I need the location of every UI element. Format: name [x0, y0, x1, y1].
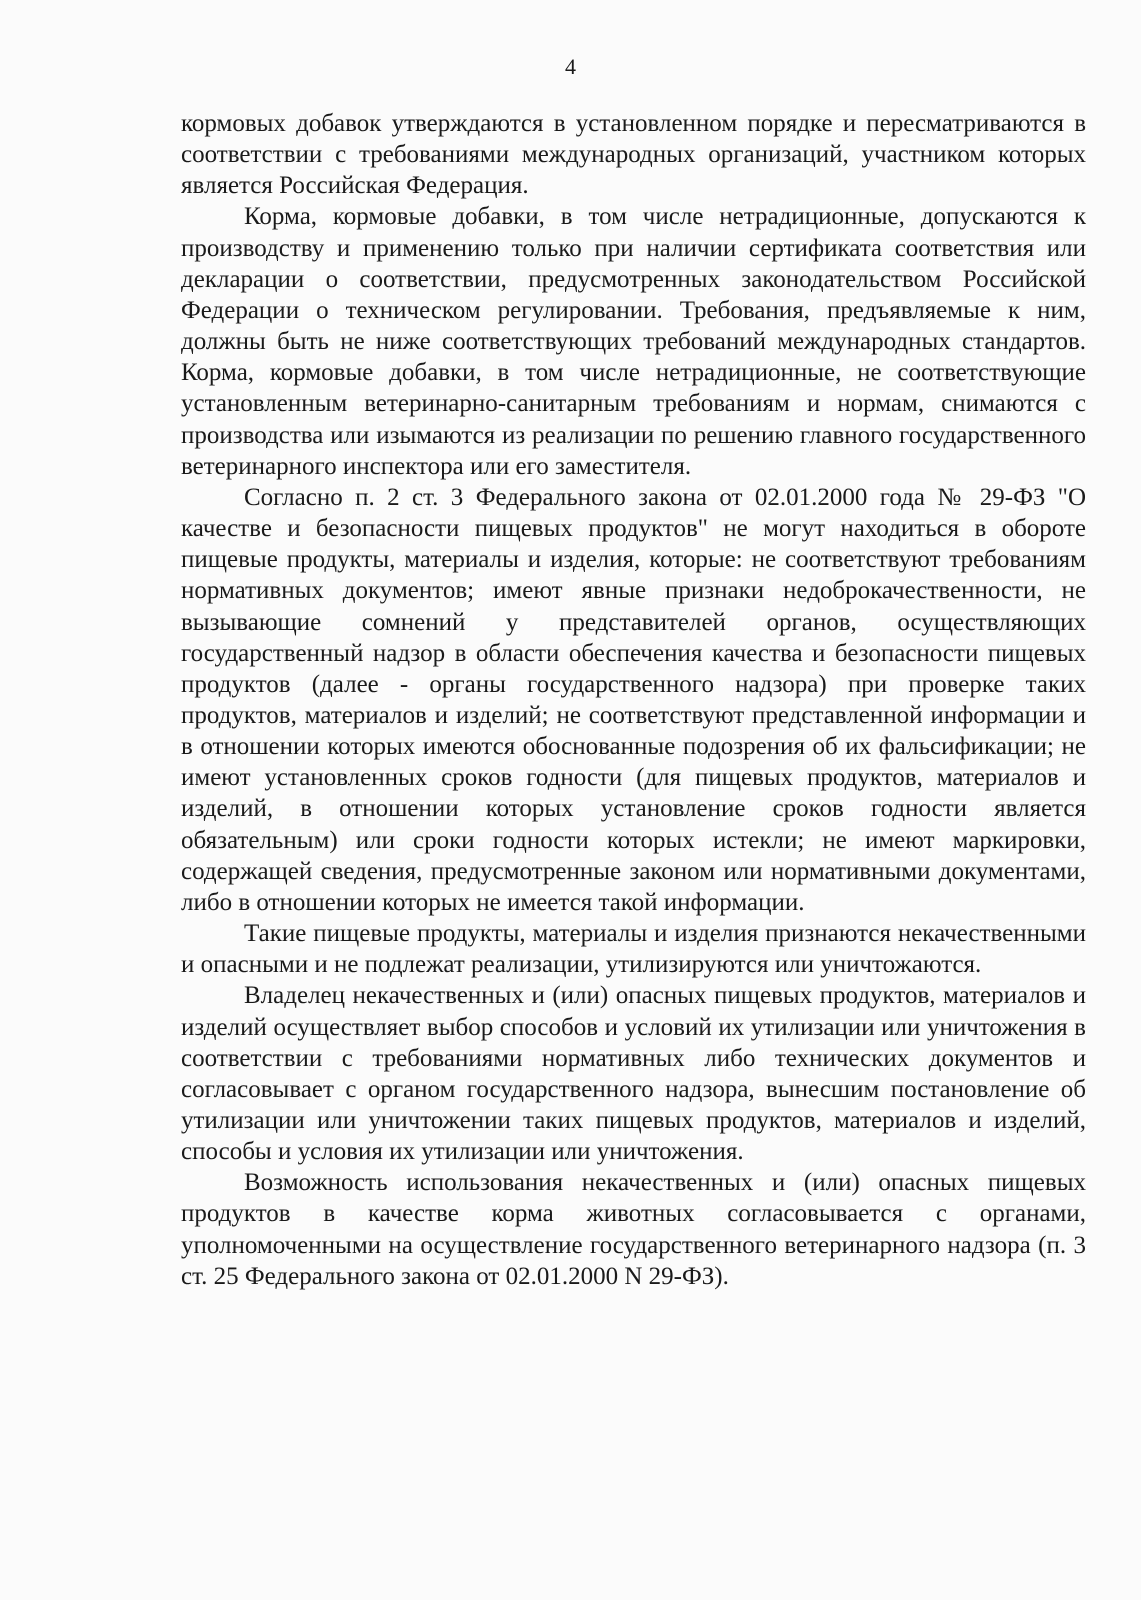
page-number: 4	[565, 54, 576, 79]
paragraph: Возможность использования некачественных и (или) опасных пищевых продуктов в качестве корма животных согласовывается с органами, уполномоченными на осуществление государственного ветеринарного надзора (п. 3 ст. 25 Федерального закона от 02.01.2000 N 29-ФЗ).	[181, 1169, 1086, 1290]
paragraph: Такие пищевые продукты, материалы и изделия признаются некачественными и опасными и не подлежат реализации, утилизируются или уничтожаются.	[181, 920, 1086, 979]
document-body	[181, 108, 1086, 1292]
paragraph: кормовых добавок утверждаются в установленном порядке и пересматриваются в соответствии с требованиями международных организаций, участником которых является Российская Федерация.	[181, 110, 1086, 200]
paragraph: Корма, кормовые добавки, в том числе нетрадиционные, допускаются к производству и применению только при наличии сертификата соответствия или декларации о соответствии, предусмотренных законодательством Российской Федерации о техническом регулировании. Требования, предъявляемые к ним, должны быть не ниже соответствующих требований международных стандартов. Корма, кормовые добавки, в том числе нетрадиционные, не соответствующие установленным ветеринарно-санитарным требованиям и нормам, снимаются с производства или изымаются из реализации по решению главного государственного ветеринарного инспектора или его заместителя.	[181, 203, 1086, 480]
paragraph: Согласно п. 2 ст. 3 Федерального закона от 02.01.2000 года № 29-ФЗ "О качестве и безопасности пищевых продуктов" не могут находиться в обороте пищевые продукты, материалы и изделия, которые: не соответствуют требованиям нормативных документов; имеют явные признаки недоброкачественности, не вызывающие сомнений у представителей органов, осуществляющих государственный надзор в области обеспечения качества и безопасности пищевых продуктов (далее - органы государственного надзора) при проверке таких продуктов, материалов и изделий; не соответствуют представленной информации и в отношении которых имеются обоснованные подозрения об их фальсификации; не имеют установленных сроков годности (для пищевых продуктов, материалов и изделий, в отношении которых установление сроков годности является обязательным) или сроки годности которых истекли; не имеют маркировки, содержащей сведения, предусмотренные законом или нормативными документами, либо в отношении которых не имеется такой информации.	[181, 483, 1086, 916]
paragraph: Владелец некачественных и (или) опасных пищевых продуктов, материалов и изделий осуществляет выбор способов и условий их утилизации или уничтожения в соответствии с требованиями нормативных либо технических документов и согласовывает с органом государственного надзора, вынесшим постановление об утилизации или уничтожении таких пищевых продуктов, материалов и изделий, способы и условия их утилизации или уничтожения.	[181, 982, 1086, 1166]
